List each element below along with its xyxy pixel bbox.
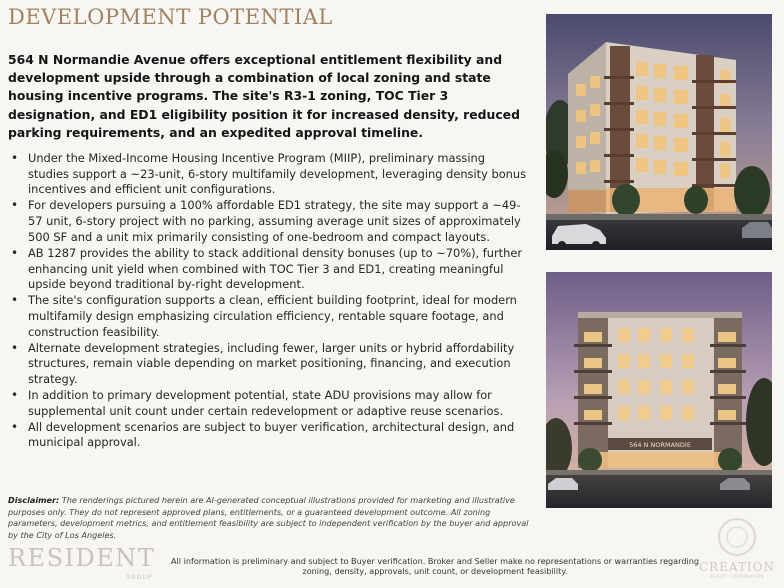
bullet-miip: • Under the Mixed-Income Housing Incentive Program (MIIP), preliminary massing studies support a ~23-unit, 6-story multifamily development, leveraging density bonus incentives and efficient unit configurations. <box>8 151 528 198</box>
resident-logo-word: RESIDENT <box>8 544 156 572</box>
development-bullet-list <box>8 151 528 451</box>
page-title: DEVELOPMENT POTENTIAL <box>8 5 333 29</box>
bullet-ed1: • For developers pursuing a 100% affordable ED1 strategy, the site may support a ~49-57 unit, 6-story project with no parking, assuming average unit sizes of approximately 500 SF and a unit mix primarily consisting of one-bedroom and compact layouts. <box>8 198 528 245</box>
disclaimer-label: Disclaimer: <box>8 495 60 505</box>
building-sign: 564 N NORMANDIE <box>629 441 691 449</box>
resident-logo-sub: GROUP <box>126 574 153 581</box>
creation-realty-logo <box>694 518 780 584</box>
bullet-verification: • All development scenarios are subject to buyer verification, architectural design, and municipal approval. <box>8 420 528 451</box>
top-building-rendering <box>546 14 772 250</box>
disclaimer <box>8 495 538 541</box>
disclaimer-text: The renderings pictured herein are AI-generated conceptual illustrations provided for marketing and illustrative purposes only. They do not represent approved plans, entitlements, or a guaranteed development outcome. All zoning parameters, development metrics, and entitlement feasibility are subject to independent verification by the buyer and approval by the City of Los Angeles. <box>8 495 529 540</box>
creation-logo-word: CREATION <box>698 560 776 574</box>
bottom-building-rendering <box>546 272 772 508</box>
footer-note: All information is preliminary and subject to Buyer verification. Broker and Seller make no representations or warranties regarding zoning, density, approvals, unit count, or development feasibility. <box>171 556 699 576</box>
intro-paragraph: 564 N Normandie Avenue offers exceptional entitlement flexibility and development upside through a combination of local zoning and state housing incentive programs. The site's R3-1 zoning, TOC Tier 3 designation, and ED1 eligibility position it for increased density, reduced parking requirements, and an expedited approval timeline. <box>8 52 520 140</box>
creation-logo-sub: REALTY CORPORATION <box>710 574 764 579</box>
bullet-configuration: • The site's configuration supports a clean, efficient building footprint, ideal for modern multifamily design emphasizing circulation efficiency, rentable square footage, and construction feasibility. <box>8 293 528 340</box>
bullet-ab1287: • AB 1287 provides the ability to stack additional density bonuses (up to ~70%), further enhancing unit yield when combined with TOC Tier 3 and ED1, creating meaningful upside beyond traditional by-right development. <box>8 246 528 293</box>
bullet-alternate-strategies: • Alternate development strategies, including fewer, larger units or hybrid affordability structures, remain viable depending on market positioning, financing, and execution strategy. <box>8 341 528 388</box>
creation-ring-icon <box>718 518 756 556</box>
bullet-adu: • In addition to primary development potential, state ADU provisions may allow for supplemental unit count under certain redevelopment or adaptive reuse scenarios. <box>8 388 528 419</box>
resident-group-logo <box>8 544 158 584</box>
